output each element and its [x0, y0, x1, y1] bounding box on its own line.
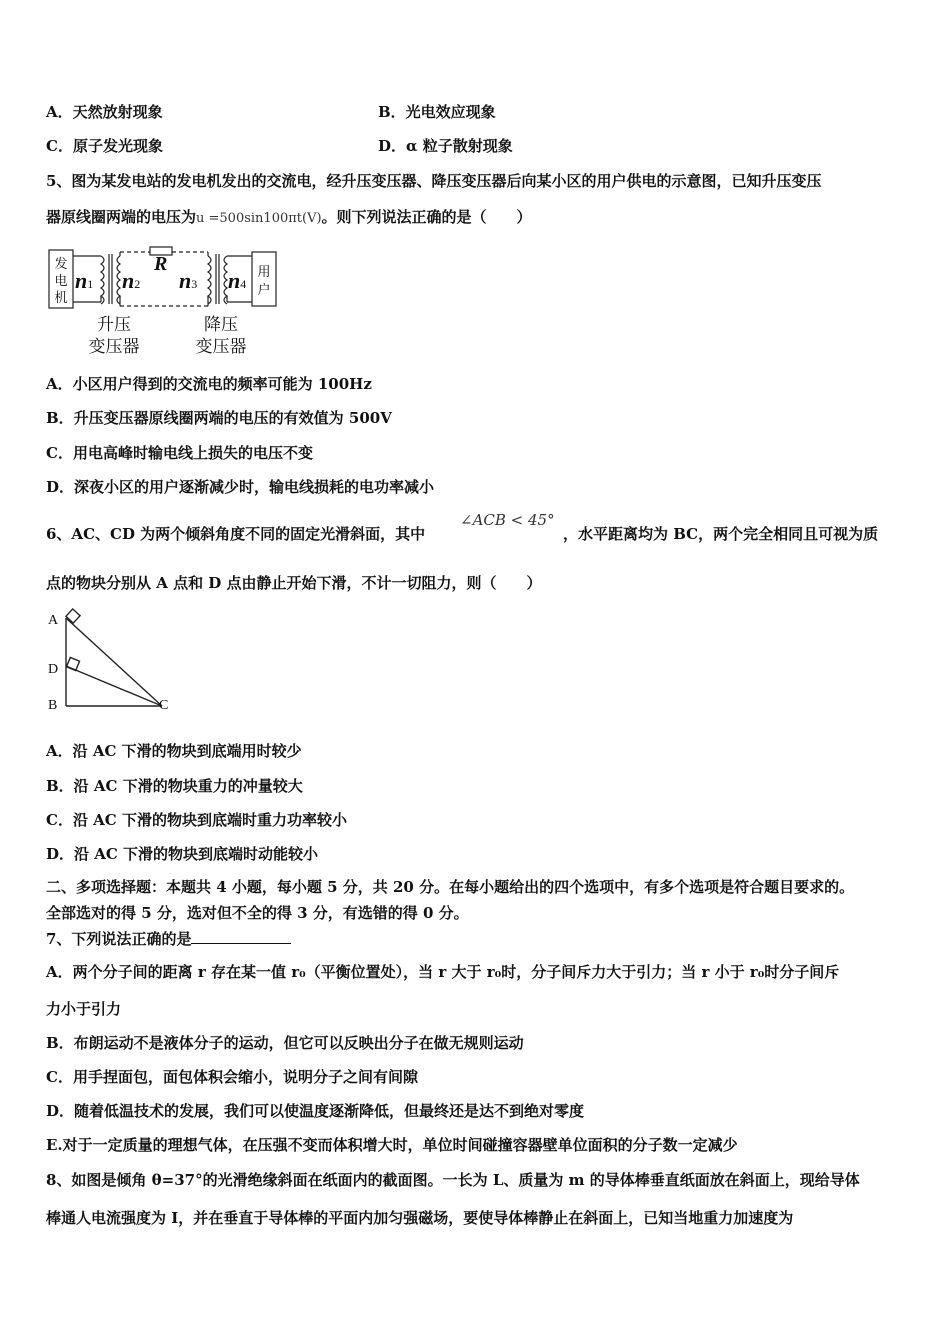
q7-option-e: E.对于一定质量的理想气体，在压强不变而体积增大时，单位时间碰撞容器壁单位面积的分子数一定减少	[46, 1136, 738, 1154]
svg-text:n2	[122, 268, 140, 293]
q7-stem-text: 7、下列说法正确的是	[46, 930, 192, 948]
q8-stem-line1: 8、如图是倾角 θ=37°的光滑绝缘斜面在纸面内的截面图。一长为 L、质量为 m 的导体棒垂直纸面放在斜面上，现给导体	[46, 1171, 860, 1189]
block-on-ac	[66, 609, 80, 623]
user-box	[252, 252, 276, 306]
q5-option-c: C．用电高峰时输电线上损失的电压不变	[46, 444, 313, 462]
q6-option-c: C．沿 AC 下滑的物块到底端时重力功率较小	[46, 811, 347, 829]
q6-stem-line2: 点的物块分别从 A 点和 D 点由静止开始下滑，不计一切阻力，则（ ）	[46, 574, 542, 592]
user-label-1: 用	[257, 264, 271, 279]
q5-transmission-figure	[46, 242, 282, 360]
label-n1: n	[75, 268, 88, 293]
q7-option-d: D．随着低温技术的发展，我们可以使温度逐渐降低，但最终还是达不到绝对零度	[46, 1102, 585, 1120]
step-down-label-2: 变压器	[195, 337, 247, 356]
label-n4-sub: 4	[240, 277, 247, 291]
user-label-2: 户	[257, 282, 271, 297]
point-c-label: C	[159, 698, 169, 713]
q6-stem-post: ，水平距离均为 BC，两个完全相同且可视为质	[563, 525, 879, 543]
section2-heading-line2: 全部选对的得 5 分，选对但不全的得 3 分，有选错的得 0 分。	[46, 904, 469, 922]
q7-option-b: B．布朗运动不是液体分子的运动，但它可以反映出分子在做无规则运动	[46, 1034, 524, 1052]
svg-text:n1	[75, 268, 93, 293]
step-up-label-2: 变压器	[88, 337, 140, 356]
q7-option-c: C．用手捏面包，面包体积会缩小，说明分子之间有间隙	[46, 1068, 418, 1086]
q5-stem-line1: 5、图为某发电站的发电机发出的交流电，经升压变压器、降压变压器后向某小区的用户供电的示意图，已知升压变压	[46, 172, 822, 190]
label-n2-sub: 2	[134, 277, 141, 291]
q5-stem-line2-pre: 器原线圈两端的电压为	[46, 208, 197, 226]
label-n3: n	[179, 268, 192, 293]
q7-stem	[46, 929, 291, 949]
q6-option-d: D．沿 AC 下滑的物块到底端时动能较小	[46, 845, 319, 863]
step-up-label-1: 升压	[97, 315, 131, 334]
q5-option-a: A．小区用户得到的交流电的频率可能为 100Hz	[46, 375, 372, 393]
q5-stem-line2-post: 。则下列说法正确的是（ ）	[321, 208, 532, 226]
q4-option-d: D．α 粒子散射现象	[378, 137, 513, 155]
q4-option-c: C．原子发光现象	[46, 137, 163, 155]
point-d-label: D	[48, 662, 59, 677]
generator-label-1: 发	[54, 256, 68, 271]
q4-option-b: B．光电效应现象	[378, 103, 496, 121]
label-n3-sub: 3	[191, 277, 198, 291]
point-b-label: B	[48, 698, 58, 713]
q6-angle-formula: ∠ACB < 45°	[460, 511, 555, 529]
q7-option-a-line2: 力小于引力	[46, 1000, 122, 1018]
section2-heading-line1: 二、多项选择题：本题共 4 小题，每小题 5 分，共 20 分。在每小题给出的四个选项中，有多个选项是符合题目要求的。	[46, 878, 855, 896]
q5-voltage-formula: u =500sin100πt(V)	[196, 211, 322, 226]
label-R: R	[154, 253, 168, 275]
q5-option-b: B．升压变压器原线圈两端的电压的有效值为 500V	[46, 409, 392, 427]
svg-text:n3	[179, 268, 197, 293]
q6-incline-figure	[44, 606, 184, 718]
q4-option-a: A．天然放射现象	[46, 103, 163, 121]
generator-label-2: 电	[54, 273, 68, 288]
label-n1-sub: 1	[87, 277, 94, 291]
q6-option-b: B．沿 AC 下滑的物块重力的冲量较大	[46, 777, 303, 795]
q7-answer-blank	[191, 929, 291, 944]
label-n2: n	[122, 268, 135, 293]
step-down-label-1: 降压	[204, 315, 238, 334]
label-n4: n	[228, 268, 241, 293]
q5-stem-line2	[46, 207, 532, 229]
generator-label-3: 机	[54, 290, 68, 305]
q8-stem-line2: 棒通人电流强度为 I，并在垂直于导体棒的平面内加匀强磁场，要使导体棒静止在斜面上，已知当地重力加速度为	[46, 1209, 794, 1227]
q7-option-a-line1: A．两个分子间的距离 r 存在某一值 r₀（平衡位置处），当 r 大于 r₀时，分子间斥力大于引力；当 r 小于 r₀时分子间斥	[46, 963, 840, 981]
svg-text:n4	[228, 268, 246, 293]
point-a-label: A	[48, 613, 59, 628]
q5-option-d: D．深夜小区的用户逐渐减少时，输电线损耗的电功率减小	[46, 478, 435, 496]
q6-stem-pre: 6、AC、CD 为两个倾斜角度不同的固定光滑斜面，其中	[46, 525, 426, 543]
q6-option-a: A．沿 AC 下滑的物块到底端用时较少	[46, 742, 302, 760]
